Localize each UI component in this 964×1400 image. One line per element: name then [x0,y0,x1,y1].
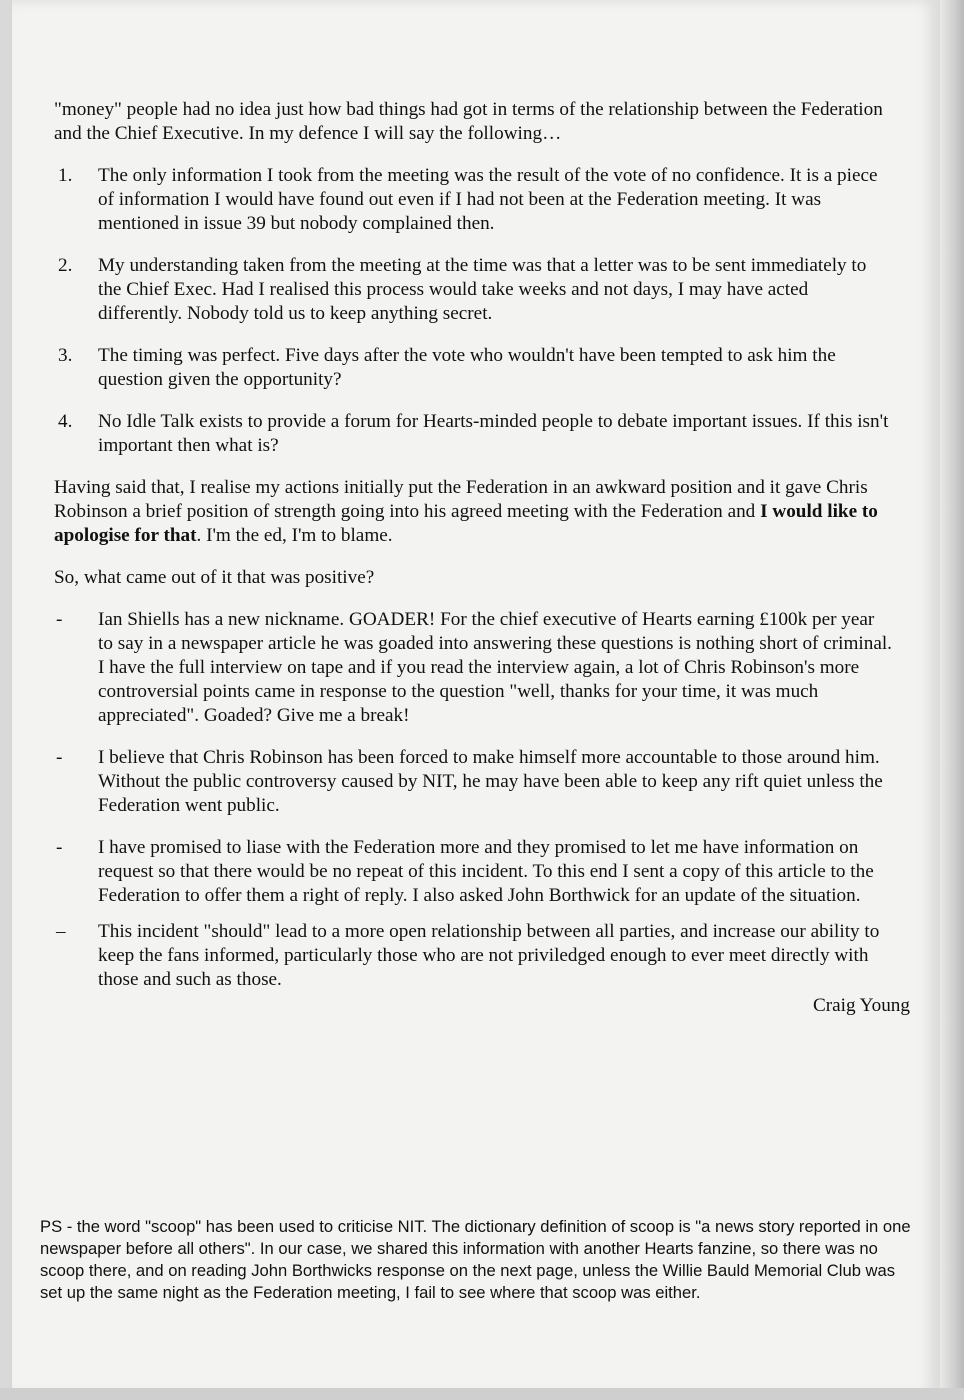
numbered-item-2 [54,254,894,326]
numbered-item-4 [54,410,894,458]
item-number: 2. [58,255,73,276]
bullet-item-2 [54,746,894,818]
item-text: No Idle Talk exists to provide a forum for Hearts-minded people to debate important issues. If this isn't important then what is? [98,411,889,456]
item-text: The timing was perfect. Five days after the vote who wouldn't have been tempted to ask him the question given the opportunity? [98,345,836,390]
apology-paragraph [54,476,894,548]
bullet-text: This incident "should" lead to a more open relationship between all parties, and increase our ability to keep the fans informed, particularly those who are not priviledged enough to ever meet directly with those and such as those. [98,921,880,990]
page-bottom-edge [0,1388,964,1400]
apology-text: Having said that, I realise my actions initially put the Federation in an awkward position and it gave Chris Robinson a brief position of strength going into his agreed meeting with the Federation and [54,477,868,522]
apology-text-end: . I'm the ed, I'm to blame. [196,525,393,546]
bullet-text: I believe that Chris Robinson has been forced to make himself more accountable to those around him. Without the public controversy caused by NIT, he may have been able to keep any rift quiet unless the Federation went public. [98,747,883,816]
bullet-text: I have promised to liase with the Federation more and they promised to let me have information on request so that there would be no repeat of this incident. To this end I sent a copy of this article to the Federation to offer them a right of reply. I also asked John Borthwick for an update of the situation. [98,837,874,906]
question-paragraph: So, what came out of it that was positive? [54,567,375,588]
bullet-item-3 [54,836,894,908]
numbered-item-1 [54,164,894,236]
item-text: My understanding taken from the meeting at the time was that a letter was to be sent immediately to the Chief Exec. Had I realised this process would take weeks and not days, I may have acted differently. Nobody told us to keep anything secret. [98,255,867,324]
author-signature: Craig Young [812,995,910,1016]
postscript: PS - the word "scoop" has been used to criticise NIT. The dictionary definition of scoop is "a news story reported in one newspaper before all others". In our case, we shared this information with another Hearts fanzine, so there was no scoop there, and on reading John Borthwicks response on the next page, unless the Willie Bauld Memorial Club was set up the same night as the Federation meeting, I fail to see where that scoop was either. [40,1217,911,1302]
dash-marker: - [56,837,63,858]
page-stack-edge [940,0,964,1400]
bullet-item-4 [54,920,894,992]
apology-bold-text: I would like to apologise for that [54,501,878,546]
bullet-item-1 [54,608,894,728]
dash-marker: – [56,921,66,942]
bullet-text: Ian Shiells has a new nickname. GOADER! For the chief executive of Hearts earning £100k per year to say in a newspaper article he was goaded into answering these questions is nothing short of criminal. I have the full interview on tape and if you read the interview again, a lot of Chris Robinson's more controversial points came in response to the question "well, thanks for your time, it was much appreciated". Goaded? Give me a break! [98,609,892,726]
item-number: 3. [58,345,73,366]
item-text: The only information I took from the meeting was the result of the vote of no confidence. It is a piece of information I would have found out even if I had not been at the Federation meeting. It was mentioned in issue 39 but nobody complained then. [98,165,878,234]
article-body [54,98,910,1018]
dash-marker: - [56,747,63,768]
dash-marker: - [56,609,63,630]
numbered-item-3 [54,344,894,392]
item-number: 1. [58,165,73,186]
item-number: 4. [58,411,73,432]
intro-paragraph: "money" people had no idea just how bad things had got in terms of the relationship between the Federation and the Chief Executive. In my defence I will say the following… [54,99,883,144]
